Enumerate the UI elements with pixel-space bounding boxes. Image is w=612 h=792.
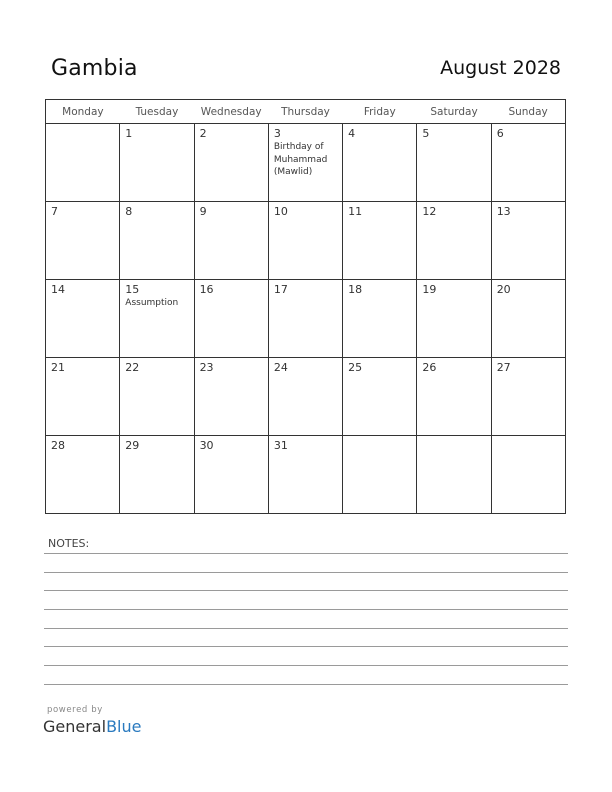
day-cell bbox=[46, 436, 120, 514]
day-cell bbox=[417, 280, 491, 358]
day-cell bbox=[491, 358, 565, 436]
weekday-header: Wednesday bbox=[194, 100, 268, 124]
day-number: 20 bbox=[496, 283, 511, 296]
day-number: 10 bbox=[273, 205, 288, 218]
calendar-grid bbox=[45, 99, 566, 514]
notes-line bbox=[44, 572, 568, 573]
day-number: 24 bbox=[273, 361, 288, 374]
day-cell bbox=[120, 202, 194, 280]
day-cell bbox=[194, 280, 268, 358]
day-number: 13 bbox=[496, 205, 511, 218]
day-number: 16 bbox=[199, 283, 214, 296]
weekday-header: Saturday bbox=[417, 100, 491, 124]
day-cell bbox=[268, 202, 342, 280]
day-number: 23 bbox=[199, 361, 214, 374]
day-cell bbox=[120, 358, 194, 436]
notes-line bbox=[44, 665, 568, 666]
day-number: 25 bbox=[348, 361, 363, 374]
day-number: 26 bbox=[422, 361, 437, 374]
day-number: 19 bbox=[422, 283, 437, 296]
day-cell bbox=[343, 202, 417, 280]
day-cell bbox=[194, 358, 268, 436]
day-number: 6 bbox=[496, 127, 504, 140]
day-cell bbox=[343, 124, 417, 202]
day-cell bbox=[194, 202, 268, 280]
day-number: 30 bbox=[199, 439, 214, 452]
day-cell bbox=[417, 436, 491, 514]
powered-by-label: powered by bbox=[47, 705, 103, 715]
day-cell bbox=[491, 124, 565, 202]
day-cell bbox=[268, 358, 342, 436]
day-cell bbox=[417, 358, 491, 436]
day-cell bbox=[268, 280, 342, 358]
day-number: 21 bbox=[51, 361, 65, 374]
country-title: Gambia bbox=[51, 56, 138, 81]
day-number: 29 bbox=[125, 439, 140, 452]
day-cell bbox=[46, 280, 120, 358]
day-cell bbox=[268, 436, 342, 514]
day-number: 9 bbox=[199, 205, 207, 218]
week-row bbox=[46, 124, 566, 202]
notes-line bbox=[44, 609, 568, 610]
day-cell bbox=[491, 280, 565, 358]
brand-first: General bbox=[43, 717, 107, 736]
weekday-header: Tuesday bbox=[120, 100, 194, 124]
day-number: 1 bbox=[125, 127, 133, 140]
day-number: 22 bbox=[125, 361, 140, 374]
day-cell bbox=[491, 436, 565, 514]
day-cell bbox=[268, 124, 342, 202]
day-cell bbox=[46, 124, 120, 202]
week-row bbox=[46, 358, 566, 436]
holiday-label: Assumption bbox=[125, 298, 179, 308]
weekday-header: Thursday bbox=[268, 100, 342, 124]
day-cell bbox=[417, 124, 491, 202]
day-number: 27 bbox=[496, 361, 511, 374]
weekday-header-row bbox=[46, 100, 566, 124]
day-number: 7 bbox=[51, 205, 58, 218]
day-number: 14 bbox=[51, 283, 65, 296]
day-cell bbox=[120, 280, 194, 358]
day-number: 28 bbox=[51, 439, 65, 452]
day-cell bbox=[194, 436, 268, 514]
notes-line bbox=[44, 646, 568, 647]
day-cell bbox=[194, 124, 268, 202]
notes-line bbox=[44, 684, 568, 685]
weekday-header: Sunday bbox=[491, 100, 565, 124]
weekday-header: Friday bbox=[343, 100, 417, 124]
day-number: 12 bbox=[422, 205, 437, 218]
day-cell bbox=[46, 202, 120, 280]
day-cell bbox=[491, 202, 565, 280]
weekday-header: Monday bbox=[46, 100, 120, 124]
day-number: 2 bbox=[199, 127, 207, 140]
week-row bbox=[46, 202, 566, 280]
day-number: 5 bbox=[422, 127, 430, 140]
day-cell bbox=[343, 280, 417, 358]
notes-line bbox=[44, 628, 568, 629]
month-title: August 2028 bbox=[440, 57, 561, 79]
day-number: 11 bbox=[348, 205, 363, 218]
day-cell bbox=[343, 436, 417, 514]
notes-label: NOTES: bbox=[48, 537, 90, 550]
day-cell bbox=[120, 436, 194, 514]
day-number: 8 bbox=[125, 205, 133, 218]
brand-second: Blue bbox=[106, 717, 142, 736]
week-row bbox=[46, 436, 566, 514]
notes-line bbox=[44, 553, 568, 554]
day-number: 15 bbox=[125, 283, 140, 296]
day-cell bbox=[120, 124, 194, 202]
day-cell bbox=[46, 358, 120, 436]
week-row bbox=[46, 280, 566, 358]
notes-line bbox=[44, 590, 568, 591]
generalblue-logo bbox=[43, 717, 141, 736]
holiday-label: Birthday of Muhammad (Mawlid) bbox=[273, 142, 328, 177]
day-number: 3 bbox=[273, 127, 281, 140]
day-number: 4 bbox=[348, 127, 356, 140]
day-cell bbox=[343, 358, 417, 436]
day-number: 31 bbox=[273, 439, 288, 452]
day-number: 17 bbox=[273, 283, 288, 296]
day-cell bbox=[417, 202, 491, 280]
day-number: 18 bbox=[348, 283, 363, 296]
